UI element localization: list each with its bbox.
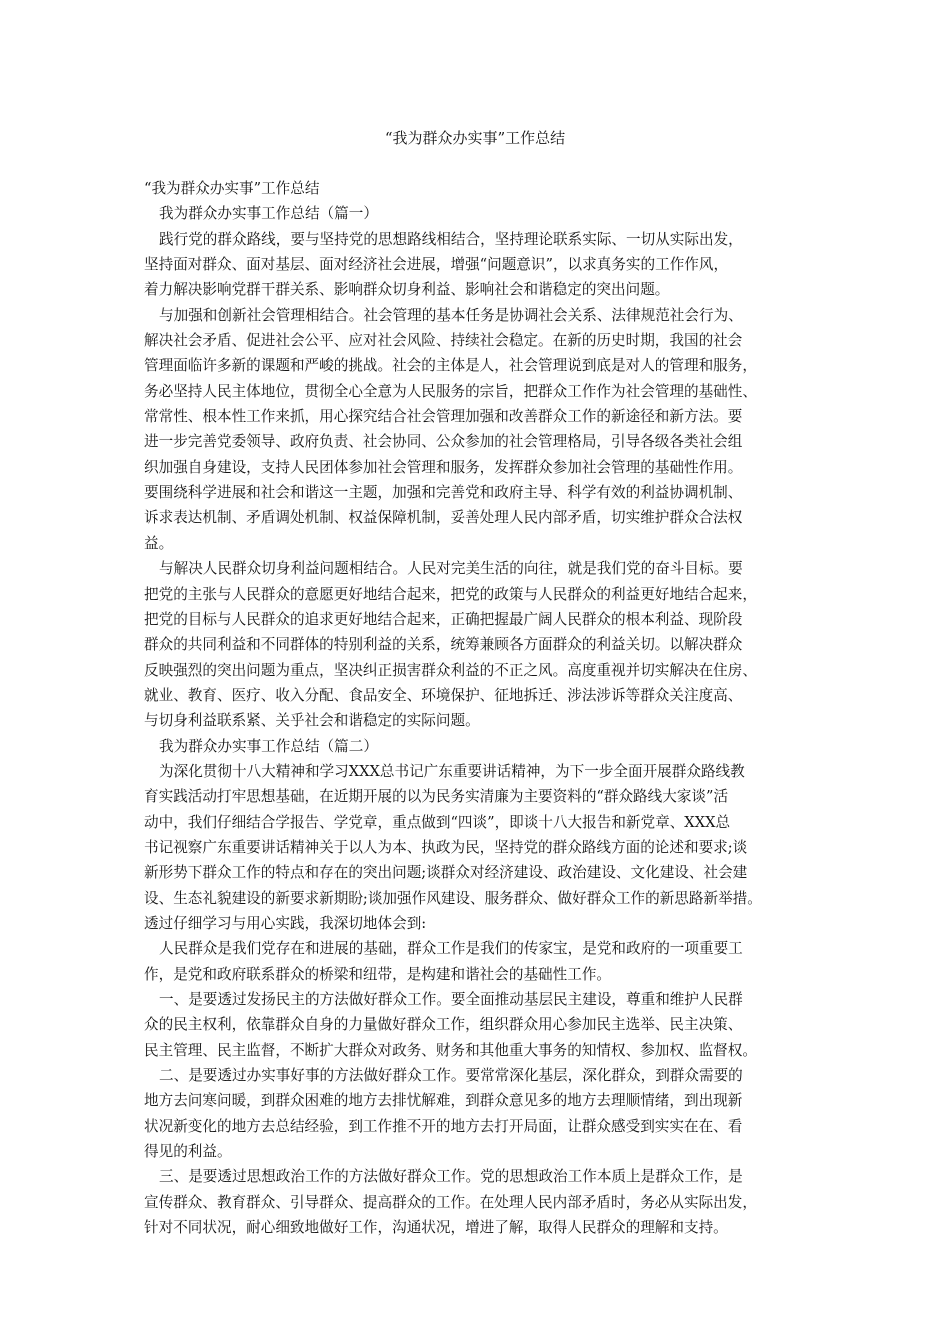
text-line: 宣传群众、教育群众、引导群众、提高群众的工作。在处理人民内部矛盾时，务必从实际出发， bbox=[144, 1193, 757, 1211]
text-line: 我为群众办实事工作总结（篇二） bbox=[159, 737, 378, 755]
text-line: 践行党的群众路线，要与坚持党的思想路线相结合，坚持理论联系实际、一切从实际出发， bbox=[159, 230, 743, 248]
text-line: 把党的目标与人民群众的追求更好地结合起来，正确把握最广阔人民群众的根本利益、现阶段 bbox=[144, 610, 743, 628]
document-title: “我为群众办实事”工作总结 bbox=[384, 129, 566, 147]
text-line: 诉求表达机制、矛盾调处机制、权益保障机制，妥善处理人民内部矛盾，切实维护群众合法权 bbox=[144, 509, 743, 527]
text-line: 二、是要透过办实事好事的方法做好群众工作。要常常深化基层，深化群众，到群众需要的 bbox=[159, 1067, 743, 1085]
text-line: 地方去问寒问暖，到群众困难的地方去排忧解难，到群众意见多的地方去理顺情绪，到出现新 bbox=[144, 1092, 743, 1110]
text-line: 民主管理、民主监督，不断扩大群众对政务、财务和其他重大事务的知情权、参加权、监督权。 bbox=[144, 1041, 757, 1059]
document-body bbox=[144, 176, 824, 1240]
text-line: 与解决人民群众切身利益问题相结合。人民对完美生活的向往，就是我们党的奋斗目标。要 bbox=[159, 560, 743, 578]
text-line: 解决社会矛盾、促进社会公平、应对社会风险、持续社会稳定。在新的历史时期，我国的社会 bbox=[144, 332, 743, 350]
text-line: 透过仔细学习与用心实践，我深切地体会到: bbox=[144, 914, 427, 932]
text-line: 与切身利益联系紧、关乎社会和谐稳定的实际问题。 bbox=[144, 712, 480, 730]
text-line: 织加强自身建设，支持人民团体参加社会管理和服务，发挥群众参加社会管理的基础性作用。 bbox=[144, 458, 743, 476]
text-line: 管理面临许多新的课题和严峻的挑战。社会的主体是人，社会管理说到底是对人的管理和服务， bbox=[144, 357, 757, 375]
text-line: 益。 bbox=[144, 534, 174, 552]
text-line: 书记视察广东重要讲话精神关于以人为本、执政为民，坚持党的群众路线方面的论述和要求;谈 bbox=[144, 838, 748, 856]
text-line: 育实践活动打牢思想基础，在近期开展的以为民务实清廉为主要资料的“群众路线大家谈”活 bbox=[144, 788, 729, 806]
text-line: “我为群众办实事”工作总结 bbox=[144, 180, 320, 197]
text-line: 人民群众是我们党存在和进展的基础，群众工作是我们的传家宝，是党和政府的一项重要工 bbox=[159, 940, 743, 958]
text-line: 着力解决影响党群干群关系、影响群众切身利益、影响社会和谐稳定的突出问题。 bbox=[144, 281, 670, 299]
text-line: 我为群众办实事工作总结（篇一） bbox=[159, 205, 378, 223]
text-line: 动中，我们仔细结合学报告、学党章，重点做到“四谈”，即谈十八大报告和新党章、XXX总 bbox=[144, 813, 731, 831]
text-line: 状况新变化的地方去总结经验，到工作推不开的地方去打开局面，让群众感受到实实在在、看 bbox=[144, 1117, 743, 1135]
text-line: 就业、教育、医疗、收入分配、食品安全、环境保护、征地拆迁、涉法涉诉等群众关注度高、 bbox=[144, 686, 743, 704]
text-line: 作，是党和政府联系群众的桥梁和纽带，是构建和谐社会的基础性工作。 bbox=[144, 965, 612, 983]
text-line: 针对不同状况，耐心细致地做好工作，沟通状况，增进了解，取得人民群众的理解和支持。 bbox=[144, 1219, 728, 1237]
text-line: 与加强和创新社会管理相结合。社会管理的基本任务是协调社会关系、法律规范社会行为、 bbox=[159, 306, 743, 324]
text-line: 群众的共同利益和不同群体的特别利益的关系，统筹兼顾各方面群众的利益关切。以解决群众 bbox=[144, 636, 743, 654]
text-line: 一、是要透过发扬民主的方法做好群众工作。要全面推动基层民主建设，尊重和维护人民群 bbox=[159, 991, 743, 1008]
text-line: 新形势下群众工作的特点和存在的突出问题;谈群众对经济建设、政治建设、文化建设、社会建 bbox=[144, 864, 748, 882]
text-line: 众的民主权利，依靠群众自身的力量做好群众工作，组织群众用心参加民主选举、民主决策、 bbox=[144, 1016, 743, 1034]
text-line: 设、生态礼貌建设的新要求新期盼;谈加强作风建设、服务群众、做好群众工作的新思路新举措。 bbox=[144, 889, 762, 907]
text-line: 把党的主张与人民群众的意愿更好地结合起来，把党的政策与人民群众的利益更好地结合起来， bbox=[144, 585, 757, 603]
text-line: 务必坚持人民主体地位，贯彻全心全意为人民服务的宗旨，把群众工作作为社会管理的基础性、 bbox=[144, 382, 757, 400]
text-line: 要围绕科学进展和社会和谐这一主题，加强和完善党和政府主导、科学有效的利益协调机制、 bbox=[144, 484, 743, 502]
text-line: 反映强烈的突出问题为重点，坚决纠正损害群众利益的不正之风。高度重视并切实解决在住房、 bbox=[144, 661, 757, 679]
text-line: 为深化贯彻十八大精神和学习XXX总书记广东重要讲话精神，为下一步全面开展群众路线教 bbox=[159, 762, 745, 780]
text-line: 三、是要透过思想政治工作的方法做好群众工作。党的思想政治工作本质上是群众工作，是 bbox=[159, 1168, 743, 1186]
text-line: 常常性、根本性工作来抓，用心探究结合社会管理加强和改善群众工作的新途径和新方法。要 bbox=[144, 408, 743, 426]
text-line: 坚持面对群众、面对基层、面对经济社会进展，增强“问题意识”，以求真务实的工作作风， bbox=[144, 256, 729, 274]
text-line: 得见的利益。 bbox=[144, 1143, 232, 1161]
text-line: 进一步完善党委领导、政府负责、社会协同、公众参加的社会管理格局，引导各级各类社会组 bbox=[144, 433, 743, 451]
